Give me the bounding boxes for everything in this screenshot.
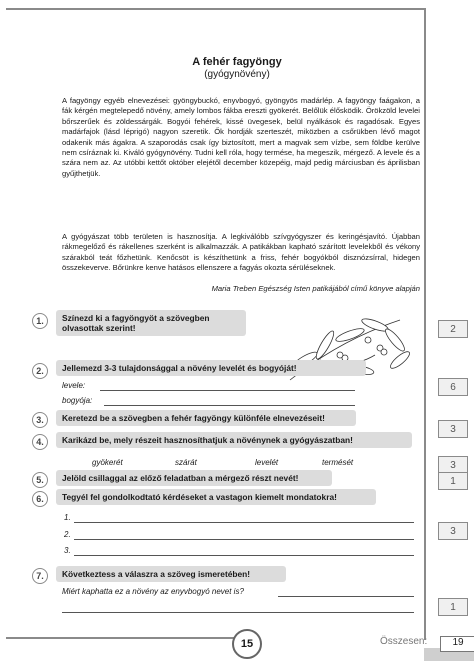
question-3-label: 3. [64,546,71,555]
task-number-3: 3. [32,412,48,428]
task-5-score: 1 [438,472,468,490]
page-title: A fehér fagyöngy [192,56,282,68]
top-border [6,8,424,10]
task-3-instruction: Keretezd be a szövegben a fehér fagyöngy különféle elnevezéseit! [56,410,356,426]
page-subtitle: (gyógynövény) [204,69,270,80]
task-4-score: 3 [438,456,468,474]
task-6-instruction: Tegyél fel gondolkodtató kérdéseket a vastagon kiemelt mondatokra! [56,489,376,505]
task-2-instruction: Jellemezd 3-3 tulajdonsággal a növény levelét és bogyóját! [56,360,366,376]
leaf-label: levele: [62,381,86,390]
question-1-label: 1. [64,513,71,522]
page-number: 15 [232,629,262,659]
task-3-score: 3 [438,420,468,438]
question-2-line[interactable] [74,539,414,540]
text-paragraph-2: A gyógyászat több területen is hasznosítja. A legkiválóbb szívgyógyszer és keringésjavító. Újabban rákmegelőző és rákellenes szerként is alkalmazzák. A patikákban kapható szárított levelekből és vékony szárakból teát főzhetünk. Kenőcsöt is készíthetünk a friss, fehér bogyókból disznózsírral, hidegen összekeverve. Bőrünkre kenve hatásos ellenszere a fagyás okozta sérüléseknek. [62,232,420,273]
task-6-score: 3 [438,522,468,540]
task-1-instruction: Színezd ki a fagyöngyöt a szövegben olvasottak szerint! [56,310,246,336]
question-1-line[interactable] [74,522,414,523]
leaf-answer-line[interactable] [100,390,355,391]
word-option-leaf[interactable]: levelét [255,458,279,467]
task-number-7: 7. [32,568,48,584]
task-7-answer-line-2[interactable] [62,612,414,613]
task-7-score: 1 [438,598,468,616]
task-4-instruction: Karikázd be, mely részeit hasznosíthatjuk a növénynek a gyógyászatban! [56,432,412,448]
berry-label: bogyója: [62,396,93,405]
task-number-1: 1. [32,313,48,329]
bottom-border [6,637,236,639]
task-7-instruction: Következtess a válaszra a szöveg ismeretében! [56,566,286,582]
task-number-6: 6. [32,491,48,507]
text-paragraph-1: A fagyöngy egyéb elnevezései: gyöngybuckó, enyvbogyó, gyöngyös madárlép. A fagyöngy faágakon, a fák kérgén megtelepedő növény, amely lombos fákba ereszti gyökerét. Belőlük élősködik. Örökzöld levelei bőrszerűek és zöldessárgák. Bogyói fehérek, kissé üvegesek, belül nyálkások és ragadósak. Egyes madárfajok (lásd léprigó) nagyon szeretik. Ők hordják szerteszét, miközben a csőrükben lévő magot odakenik más ágakra. A szaporodás csak így biztosított, mert a magvak sem vízbe, sem földbe kerülve nem csíráznak ki. Kiváló gyógynövény. Tudni kell róla, hogy termése, ha megeszik, mérgező. A levele és a szára nem az. Az utóbbi kettőt október elejétől december közepéig, majd pedig márciusban és áprilisban gyűjthetjük. [62,96,420,178]
task-number-4: 4. [32,434,48,450]
task-7-answer-line-1[interactable] [278,596,414,597]
question-2-label: 2. [64,530,71,539]
task-2-score: 6 [438,378,468,396]
word-option-root[interactable]: gyökerét [92,458,123,467]
task-number-2: 2. [32,363,48,379]
task-7-question: Miért kaphatta ez a növény az enyvbogyó nevet is? [62,587,244,596]
task-number-5: 5. [32,472,48,488]
task-1-score: 2 [438,320,468,338]
source-citation: Maria Treben Egészség Isten patikájából című könyve alapján [211,284,420,293]
total-score: 19 [440,636,474,652]
word-option-stem[interactable]: szárát [175,458,197,467]
question-3-line[interactable] [74,555,414,556]
mistletoe-illustration [280,300,425,390]
berry-answer-line[interactable] [104,405,355,406]
total-label: Összesen: [380,636,428,647]
task-5-instruction: Jelöld csillaggal az előző feladatban a mérgező részt nevét! [56,470,332,486]
word-option-fruit[interactable]: termését [322,458,354,467]
